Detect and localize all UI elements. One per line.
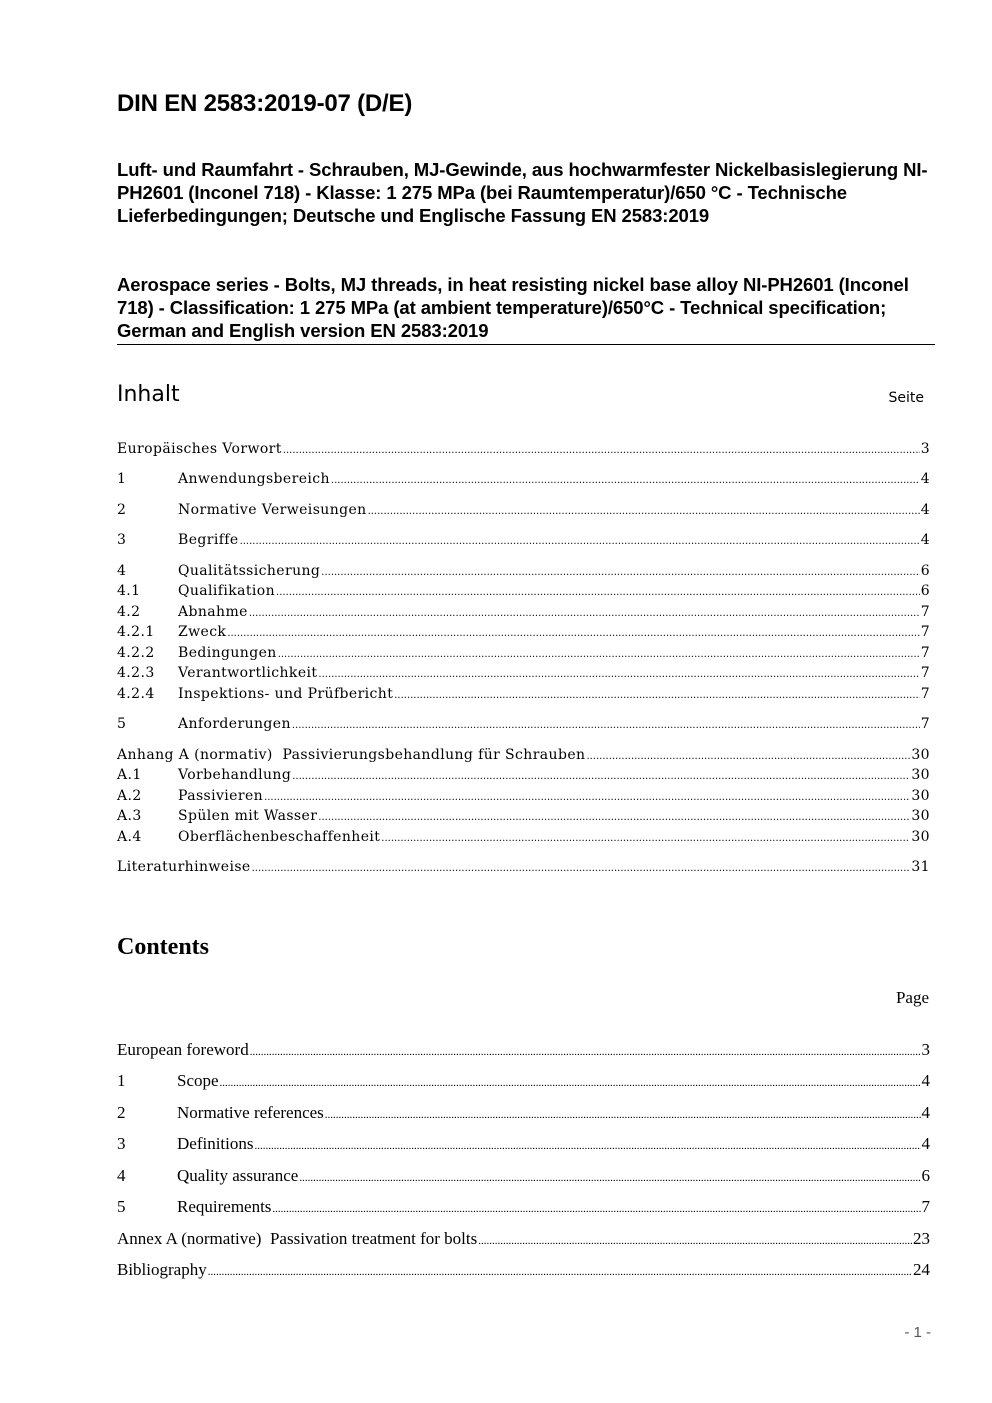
toc-entry[interactable] bbox=[117, 1134, 930, 1154]
toc-dot-leader bbox=[318, 808, 910, 824]
toc-entry-page: 3 bbox=[921, 1040, 930, 1059]
toc-entry-page: 7 bbox=[920, 645, 930, 661]
toc-entry-number: 4.2.2 bbox=[117, 645, 155, 661]
toc-entry-label: Anhang A (normativ) Passivierungsbehandlung für Schrauben bbox=[117, 747, 586, 763]
toc-entry[interactable] bbox=[117, 716, 930, 732]
toc-dot-leader bbox=[292, 716, 920, 732]
toc-dot-leader bbox=[278, 645, 920, 661]
toc-dot-leader bbox=[276, 583, 920, 599]
toc-dot-leader bbox=[249, 604, 920, 620]
toc-entry-number: 4.1 bbox=[117, 583, 141, 599]
toc-entry-page: 7 bbox=[921, 1197, 930, 1216]
toc-entry-label: Oberflächenbeschaffenheit bbox=[178, 829, 381, 845]
toc-entry-label: Anwendungsbereich bbox=[178, 471, 330, 487]
toc-english bbox=[117, 1036, 930, 1286]
toc-entry-page: 6 bbox=[920, 583, 930, 599]
toc-entry-number: 3 bbox=[117, 532, 127, 548]
toc-entry[interactable] bbox=[117, 471, 930, 487]
toc-entry-number: 5 bbox=[117, 1197, 126, 1216]
toc-dot-leader bbox=[252, 859, 911, 875]
toc-entry-page: 6 bbox=[920, 563, 930, 579]
toc-entry-number: A.3 bbox=[117, 808, 142, 824]
toc-dot-leader bbox=[264, 788, 910, 804]
toc-entry[interactable] bbox=[117, 1040, 930, 1060]
title-divider bbox=[117, 344, 935, 345]
toc-entry-label: Begriffe bbox=[178, 532, 239, 548]
toc-entry-number: 4.2.3 bbox=[117, 665, 155, 681]
toc-entry[interactable] bbox=[117, 604, 930, 620]
toc-entry[interactable] bbox=[117, 1260, 930, 1280]
toc-entry-number: A.4 bbox=[117, 829, 142, 845]
document-title: DIN EN 2583:2019-07 (D/E) bbox=[117, 90, 413, 117]
toc-entry-page: 30 bbox=[911, 829, 930, 845]
toc-dot-leader bbox=[321, 563, 919, 579]
toc-entry[interactable] bbox=[117, 747, 930, 763]
toc-entry[interactable] bbox=[117, 808, 930, 824]
toc-entry-label: Abnahme bbox=[178, 604, 248, 620]
toc-entry-label: Europäisches Vorwort bbox=[117, 441, 282, 457]
toc-dot-leader bbox=[381, 829, 910, 845]
toc-heading-german: Inhalt bbox=[117, 382, 180, 407]
toc-dot-leader bbox=[292, 767, 910, 783]
toc-dot-leader bbox=[478, 1229, 912, 1249]
toc-dot-leader bbox=[586, 747, 910, 763]
toc-dot-leader bbox=[331, 471, 920, 487]
toc-entry-page: 24 bbox=[913, 1260, 930, 1279]
toc-dot-leader bbox=[240, 532, 920, 548]
toc-entry-page: 30 bbox=[911, 788, 930, 804]
toc-dot-leader bbox=[368, 502, 920, 518]
toc-entry-label: Normative Verweisungen bbox=[178, 502, 367, 518]
toc-entry[interactable] bbox=[117, 665, 930, 681]
toc-entry-number: 4 bbox=[117, 563, 127, 579]
toc-entry-label: Requirements bbox=[177, 1197, 272, 1216]
page-column-label-english: Page bbox=[895, 988, 929, 1007]
toc-entry[interactable] bbox=[117, 859, 930, 875]
toc-dot-leader bbox=[299, 1166, 920, 1186]
toc-entry[interactable] bbox=[117, 583, 930, 599]
toc-entry[interactable] bbox=[117, 788, 930, 804]
page-column-label-german: Seite bbox=[888, 390, 924, 406]
toc-entry-page: 30 bbox=[911, 767, 930, 783]
toc-dot-leader bbox=[255, 1134, 921, 1154]
toc-dot-leader bbox=[318, 665, 919, 681]
toc-entry-page: 7 bbox=[920, 604, 930, 620]
toc-entry-number: A.2 bbox=[117, 788, 142, 804]
subtitle-german: Luft- und Raumfahrt - Schrauben, MJ-Gewinde, aus hochwarmfester Nickelbasislegierung NI-PH2601 (Inconel 718) - Klasse: 1 275 MPa (bei Raumtemperatur)/650 °C - Technische Lieferbedingungen; Deutsche und Englische Fassung EN 2583:2019 bbox=[117, 159, 928, 227]
toc-entry[interactable] bbox=[117, 441, 930, 457]
toc-entry-number: A.1 bbox=[117, 767, 142, 783]
toc-entry-label: Quality assurance bbox=[177, 1166, 299, 1185]
toc-entry-page: 4 bbox=[921, 1071, 930, 1090]
toc-entry-page: 3 bbox=[920, 441, 930, 457]
toc-entry-number: 4.2.4 bbox=[117, 686, 155, 702]
toc-dot-leader bbox=[220, 1071, 921, 1091]
toc-entry[interactable] bbox=[117, 686, 930, 702]
toc-dot-leader bbox=[208, 1260, 912, 1280]
toc-entry[interactable] bbox=[117, 532, 930, 548]
toc-entry[interactable] bbox=[117, 829, 930, 845]
toc-entry-label: Bibliography bbox=[117, 1260, 207, 1279]
toc-entry[interactable] bbox=[117, 1071, 930, 1091]
toc-entry-label: Anforderungen bbox=[178, 716, 291, 732]
toc-entry-label: European foreword bbox=[117, 1040, 249, 1059]
toc-entry-number: 2 bbox=[117, 1103, 126, 1122]
toc-dot-leader bbox=[325, 1103, 921, 1123]
toc-entry[interactable] bbox=[117, 1197, 930, 1217]
toc-entry-page: 7 bbox=[920, 716, 930, 732]
toc-entry-page: 30 bbox=[911, 747, 930, 763]
toc-entry[interactable] bbox=[117, 1166, 930, 1186]
toc-dot-leader bbox=[283, 441, 920, 457]
toc-entry-page: 4 bbox=[921, 1134, 930, 1153]
toc-entry-label: Annex A (normative) Passivation treatment for bolts bbox=[117, 1229, 478, 1248]
toc-entry-number: 4 bbox=[117, 1166, 126, 1185]
toc-entry-label: Spülen mit Wasser bbox=[178, 808, 318, 824]
toc-entry[interactable] bbox=[117, 645, 930, 661]
toc-entry[interactable] bbox=[117, 1229, 930, 1249]
toc-entry[interactable] bbox=[117, 767, 930, 783]
toc-entry[interactable] bbox=[117, 1103, 930, 1123]
toc-entry-page: 6 bbox=[921, 1166, 930, 1185]
toc-entry-page: 4 bbox=[921, 1103, 930, 1122]
toc-entry[interactable] bbox=[117, 502, 930, 518]
page-number: - 1 - bbox=[904, 1324, 931, 1341]
toc-entry-label: Inspektions- und Prüfbericht bbox=[178, 686, 394, 702]
toc-dot-leader bbox=[227, 624, 919, 640]
toc-entry-page: 7 bbox=[920, 665, 930, 681]
toc-entry-label: Literaturhinweise bbox=[117, 859, 251, 875]
toc-entry[interactable] bbox=[117, 563, 930, 579]
toc-entry-label: Scope bbox=[177, 1071, 219, 1090]
toc-entry-number: 4.2 bbox=[117, 604, 141, 620]
toc-entry-label: Zweck bbox=[178, 624, 227, 640]
subtitle-english: Aerospace series - Bolts, MJ threads, in heat resisting nickel base alloy NI-PH2601 (Inconel 718) - Classification: 1 275 MPa (at ambient temperature)/650°C - Technical specification; German and English version EN 2583:2019 bbox=[117, 274, 909, 342]
toc-entry-page: 4 bbox=[920, 502, 930, 518]
toc-entry-number: 1 bbox=[117, 471, 127, 487]
toc-german bbox=[117, 437, 930, 887]
toc-entry[interactable] bbox=[117, 624, 930, 640]
toc-dot-leader bbox=[394, 686, 919, 702]
toc-dot-leader bbox=[272, 1197, 920, 1217]
toc-entry-label: Qualifikation bbox=[178, 583, 276, 599]
toc-entry-label: Vorbehandlung bbox=[178, 767, 292, 783]
toc-entry-number: 4.2.1 bbox=[117, 624, 155, 640]
toc-entry-page: 7 bbox=[920, 686, 930, 702]
toc-entry-page: 7 bbox=[920, 624, 930, 640]
toc-heading-english: Contents bbox=[117, 934, 210, 960]
toc-entry-page: 23 bbox=[913, 1229, 930, 1248]
toc-dot-leader bbox=[250, 1040, 921, 1060]
toc-entry-label: Qualitätssicherung bbox=[178, 563, 321, 579]
toc-entry-label: Normative references bbox=[177, 1103, 324, 1122]
toc-entry-label: Verantwortlichkeit bbox=[178, 665, 318, 681]
toc-entry-page: 31 bbox=[911, 859, 930, 875]
toc-entry-page: 4 bbox=[920, 471, 930, 487]
toc-entry-number: 3 bbox=[117, 1134, 126, 1153]
toc-entry-page: 30 bbox=[911, 808, 930, 824]
toc-entry-number: 1 bbox=[117, 1071, 126, 1090]
toc-entry-number: 5 bbox=[117, 716, 127, 732]
toc-entry-page: 4 bbox=[920, 532, 930, 548]
toc-entry-number: 2 bbox=[117, 502, 127, 518]
toc-entry-label: Bedingungen bbox=[178, 645, 277, 661]
toc-entry-label: Definitions bbox=[177, 1134, 254, 1153]
toc-entry-label: Passivieren bbox=[178, 788, 264, 804]
